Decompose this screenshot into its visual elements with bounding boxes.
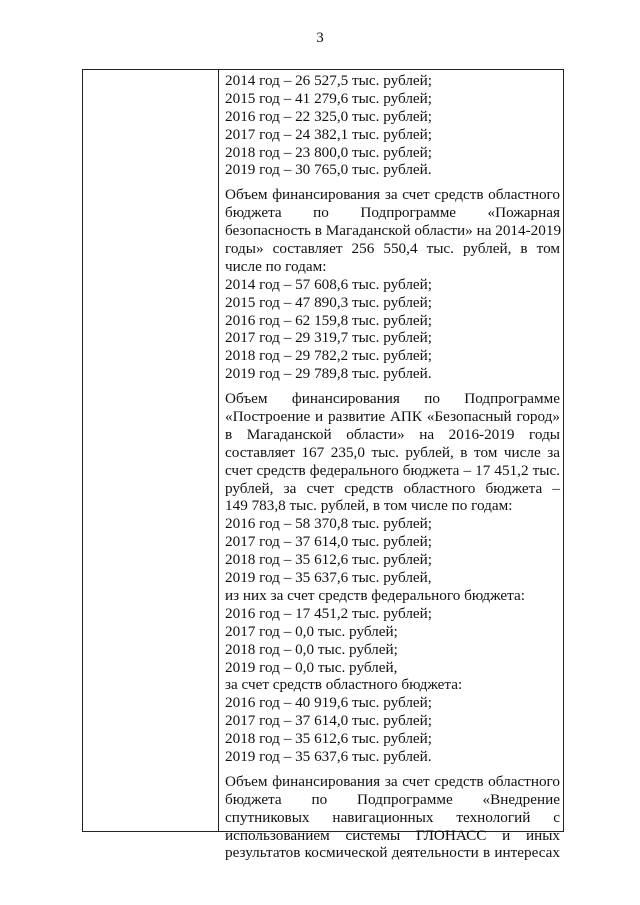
paragraph-line: счет средств федерального бюджета – 17 451,2 тыс. [225, 461, 560, 479]
year-line: 2014 год – 26 527,5 тыс. рублей; [225, 72, 433, 89]
paragraph-line: «Построение и развитие АПК «Безопасный город» [225, 408, 560, 426]
paragraph-line: 149 783,8 тыс. рублей, в том числе по годам: [225, 497, 513, 515]
year-line: 2019 год – 35 637,6 тыс. рублей. [225, 747, 432, 765]
paragraph-line: числе по годам: [225, 257, 327, 275]
paragraph-line: Объем финансирования за счет средств областного [225, 186, 560, 204]
funding-block-1 [225, 72, 560, 179]
paragraph-line: бюджета по Подпрограмме «Пожарная [225, 204, 560, 222]
paragraph-line: результатов космической деятельности в интересах [225, 844, 560, 862]
paragraph-line: составляет 167 235,0 тыс. рублей, в том числе за [225, 443, 560, 461]
table-right-cell [225, 72, 560, 862]
year-line: 2019 год – 29 789,8 тыс. рублей. [225, 365, 432, 383]
paragraph-line: Объем финансирования за счет средств областного [225, 772, 560, 790]
year-line: 2017 год – 37 614,0 тыс. рублей; [225, 712, 433, 730]
year-line: 2018 год – 29 782,2 тыс. рублей; [225, 347, 433, 365]
safe-city-paragraph [225, 390, 560, 515]
paragraph-line: бюджета по Подпрограмме «Внедрение [225, 790, 560, 808]
year-line: 2014 год – 57 608,6 тыс. рублей; [225, 275, 433, 293]
table-left-cell [83, 70, 218, 831]
funding-block-3 [225, 515, 560, 765]
year-line: 2019 год – 35 637,6 тыс. рублей, [225, 569, 432, 587]
year-line: 2015 год – 47 890,3 тыс. рублей; [225, 293, 433, 311]
paragraph-line: в Магаданской области» на 2016-2019 годы [225, 425, 560, 443]
year-line: 2018 год – 35 612,6 тыс. рублей; [225, 551, 433, 569]
year-line: 2017 год – 24 382,1 тыс. рублей; [225, 125, 433, 143]
year-line: 2017 год – 37 614,0 тыс. рублей; [225, 533, 433, 551]
year-line: 2019 год – 30 765,0 тыс. рублей. [225, 161, 432, 179]
fire-safety-paragraph [225, 186, 560, 275]
year-line: 2018 год – 23 800,0 тыс. рублей; [225, 143, 433, 161]
paragraph-line: спутниковых навигационных технологий с [225, 808, 560, 826]
document-table [82, 69, 564, 862]
year-line: 2016 год – 17 451,2 тыс. рублей; [225, 604, 433, 622]
year-line: 2016 год – 58 370,8 тыс. рублей; [225, 515, 433, 533]
year-line: 2016 год – 22 325,0 тыс. рублей; [225, 107, 433, 125]
regional-budget-heading: за счет средств областного бюджета: [225, 676, 463, 694]
year-line: 2016 год – 40 919,6 тыс. рублей; [225, 694, 433, 712]
paragraph-line: рублей, за счет средств областного бюджета – [225, 479, 560, 497]
year-line: 2018 год – 35 612,6 тыс. рублей; [225, 730, 433, 748]
paragraph-line: годы» составляет 256 550,4 тыс. рублей, в том [225, 240, 560, 258]
year-line: 2017 год – 0,0 тыс. рублей; [225, 622, 398, 640]
federal-budget-heading: из них за счет средств федерального бюджета: [225, 586, 525, 604]
page-number: 3 [316, 30, 324, 46]
year-line: 2016 год – 62 159,8 тыс. рублей; [225, 311, 433, 329]
year-line: 2019 год – 0,0 тыс. рублей, [225, 658, 398, 676]
funding-block-2 [225, 276, 560, 383]
year-line: 2015 год – 41 279,6 тыс. рублей; [225, 89, 433, 107]
year-line: 2018 год – 0,0 тыс. рублей; [225, 640, 398, 658]
paragraph-line: безопасность в Магаданской области» на 2014-2019 [225, 222, 562, 240]
year-line: 2017 год – 29 319,7 тыс. рублей; [225, 329, 433, 347]
paragraph-line: Объем финансирования по Подпрограмме [225, 390, 560, 408]
column-divider [218, 70, 219, 831]
glonass-paragraph [225, 773, 560, 862]
paragraph-line: использованием системы ГЛОНАСС и иных [225, 826, 560, 844]
